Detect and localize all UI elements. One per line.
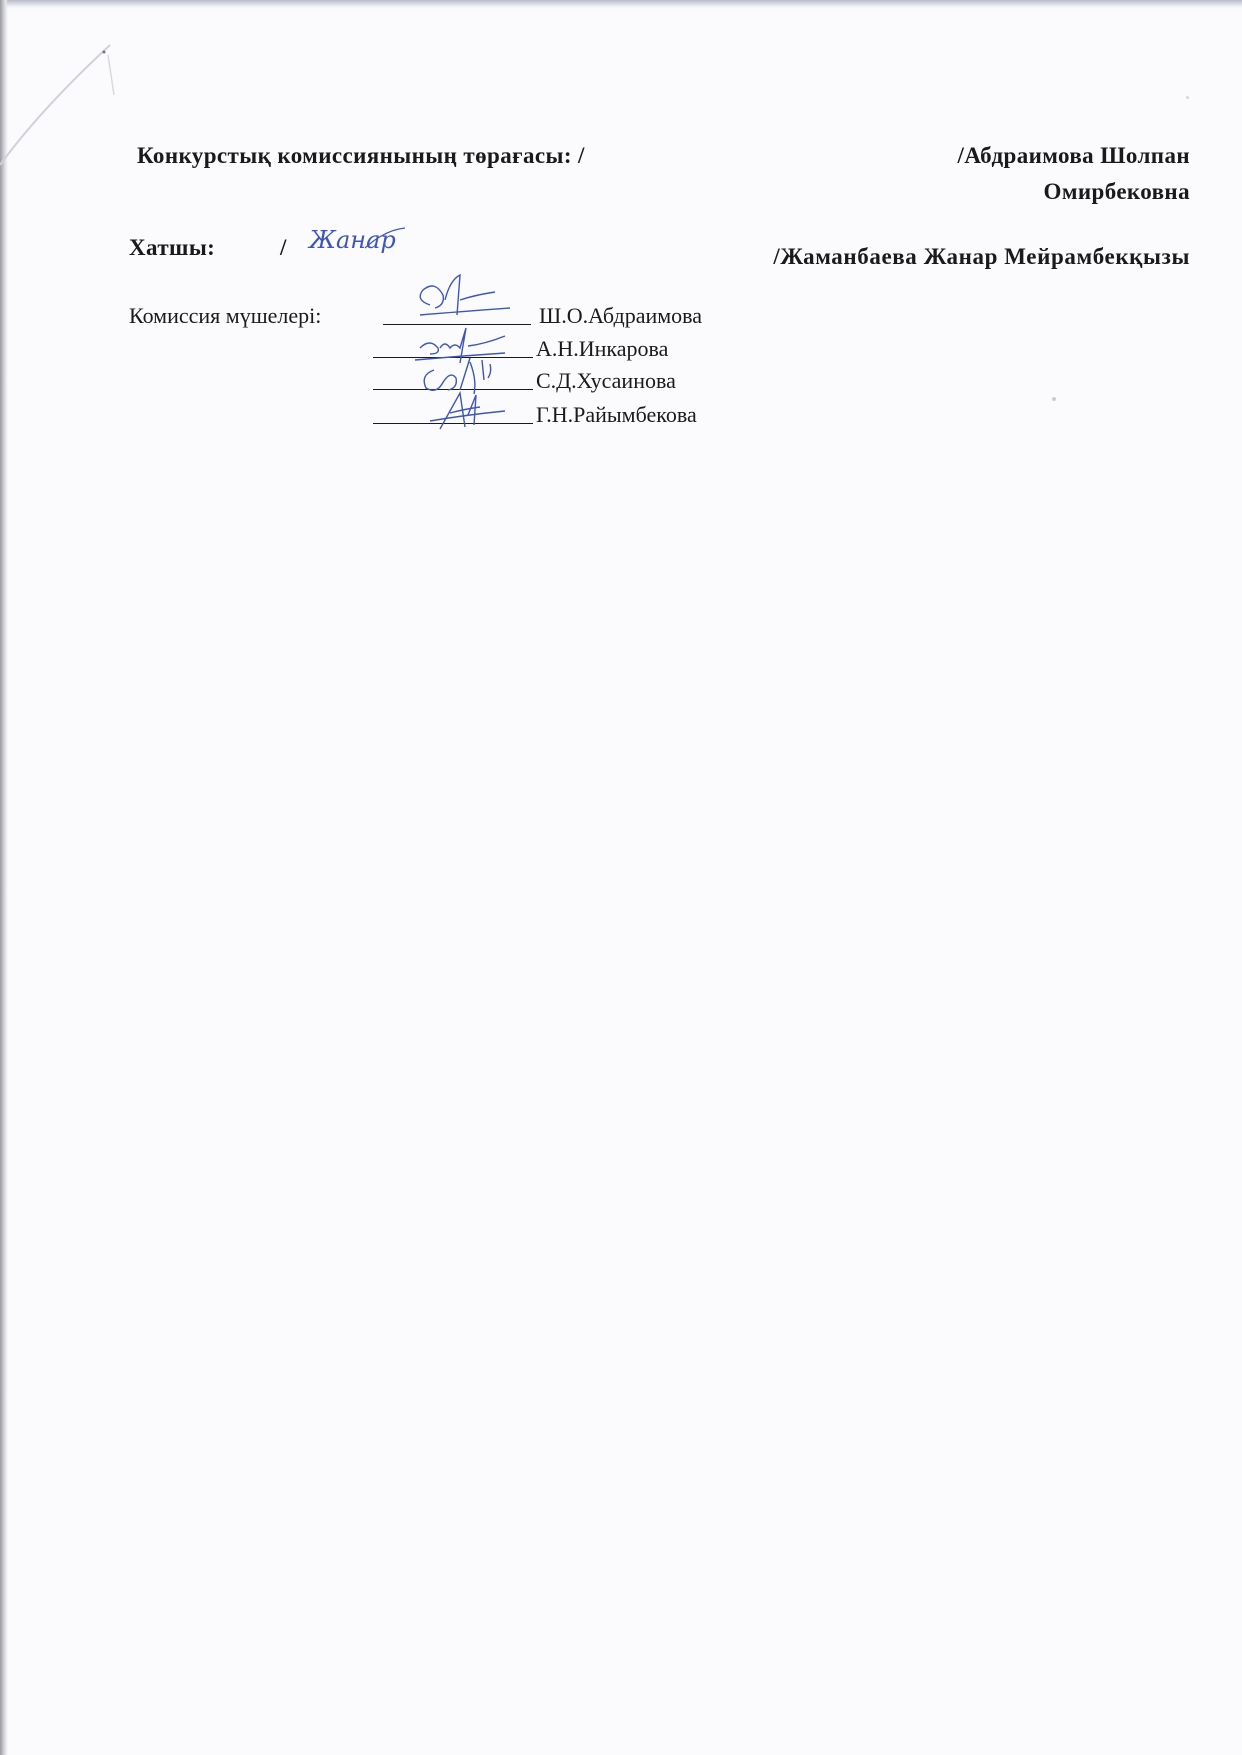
chair-label: Конкурстық комиссиянының төрағасы: /	[137, 143, 585, 168]
signature-line	[383, 323, 531, 325]
signature-line	[373, 388, 533, 390]
members-label: Комиссия мүшелері:	[129, 303, 322, 328]
signature-line	[373, 356, 533, 358]
member-row	[373, 367, 676, 395]
member-name: А.Н.Инкарова	[536, 336, 669, 361]
scan-top-edge	[0, 0, 1242, 9]
chair-name-line2: Омирбековна	[1043, 179, 1190, 204]
scan-fold-shadow	[0, 0, 180, 200]
secretary-slash: /	[280, 235, 287, 260]
svg-text:Жанар: Жанар	[309, 226, 396, 254]
secretary-name: /Жаманбаева Жанар Мейрамбекқызы	[773, 244, 1190, 269]
member-name: Ш.О.Абдраимова	[539, 303, 703, 328]
scan-speck	[1052, 397, 1056, 401]
secretary-signature	[305, 220, 425, 260]
chair-name-line1: /Абдраимова Шолпан	[957, 143, 1190, 168]
secretary-label: Хатшы:	[129, 235, 216, 260]
signature-line	[373, 422, 533, 424]
scan-left-edge	[0, 0, 8, 1755]
member-row	[383, 302, 702, 330]
member-row	[373, 401, 697, 429]
scan-speck	[1186, 96, 1189, 99]
member-row	[373, 335, 668, 363]
member-name: Г.Н.Райымбекова	[536, 402, 697, 427]
member-name: С.Д.Хусаинова	[536, 368, 676, 393]
